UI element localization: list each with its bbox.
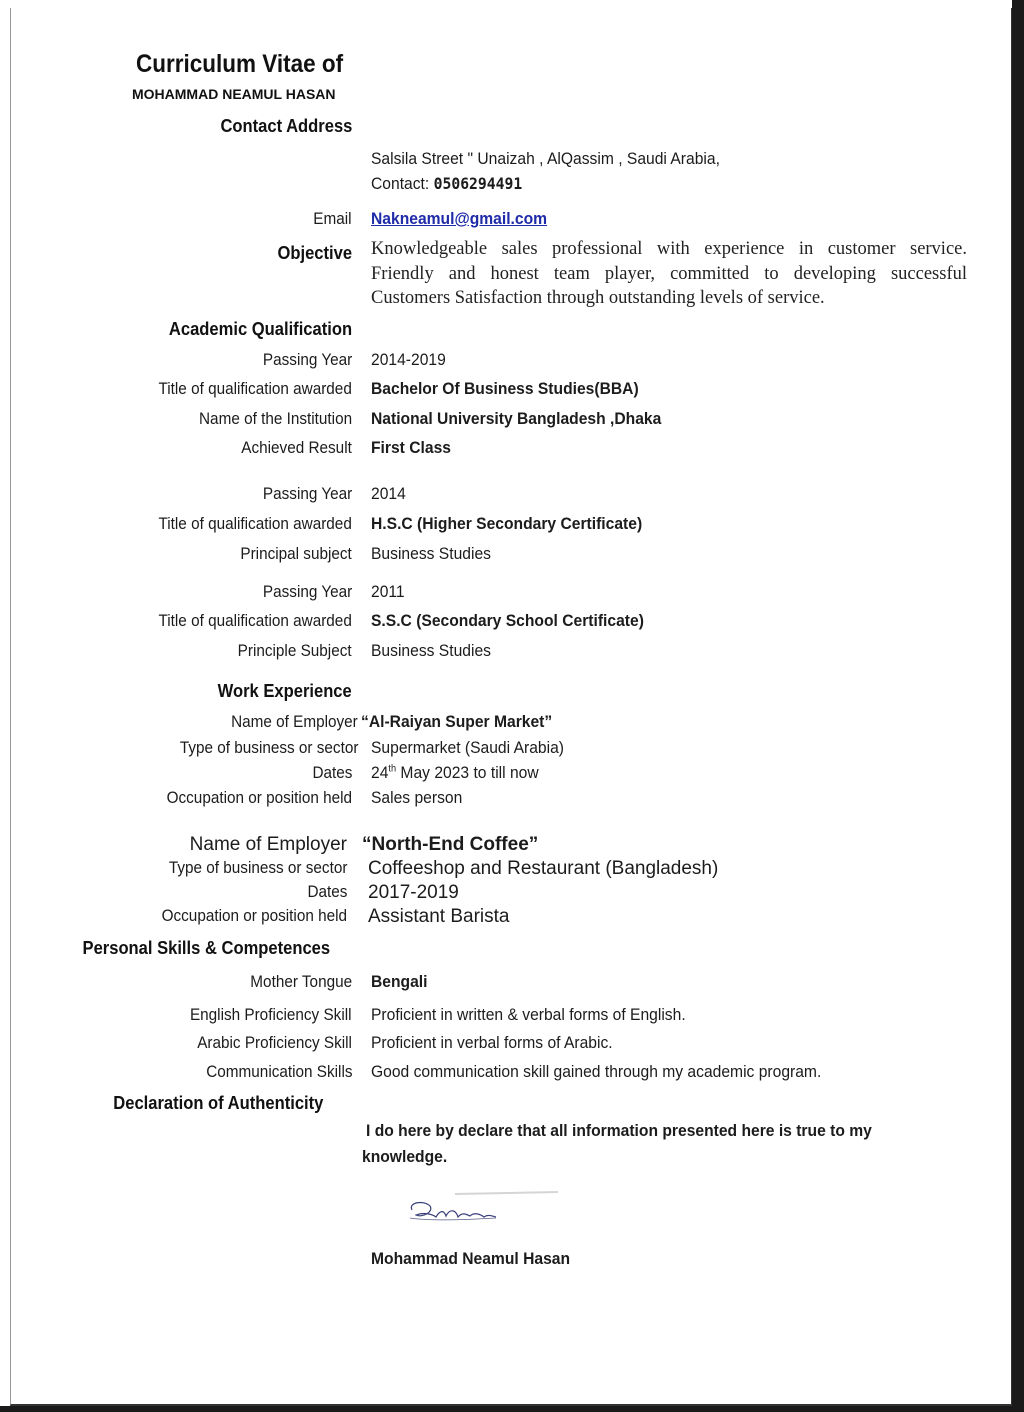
candidate-name: MOHAMMAD NEAMUL HASAN xyxy=(132,86,336,102)
employer-label: Name of Employer xyxy=(189,834,347,855)
passing-year-label: Passing Year xyxy=(262,350,352,369)
skills-heading: Personal Skills & Competences xyxy=(82,938,330,958)
position-value: Assistant Barista xyxy=(368,906,510,927)
qualification-title-value: Bachelor Of Business Studies(BBA) xyxy=(371,379,639,398)
email-label: Email xyxy=(313,209,352,228)
position-value: Sales person xyxy=(371,788,463,807)
objective-text xyxy=(371,237,967,311)
work-heading: Work Experience xyxy=(217,681,352,701)
contact-label: Contact: xyxy=(371,174,430,193)
declaration-line: knowledge. xyxy=(362,1147,448,1166)
employer-value: “Al-Raiyan Super Market” xyxy=(361,712,553,731)
subject-label: Principle Subject xyxy=(238,641,352,660)
cv-title: Curriculum Vitae of xyxy=(136,50,344,78)
scan-edge-bottom xyxy=(0,1406,1024,1412)
declaration-heading: Declaration of Authenticity xyxy=(112,1093,323,1113)
passing-year-label: Passing Year xyxy=(262,582,352,601)
address-value: Salsila Street " Unaizah , AlQassim , Saudi Arabia, xyxy=(371,149,720,168)
position-label: Occupation or position held xyxy=(166,788,352,807)
objective-line: Knowledgeable sales professional with experience in customer service. xyxy=(371,239,967,259)
signer-name: Mohammad Neamul Hasan xyxy=(371,1249,571,1268)
communication-skill-label: Communication Skills xyxy=(205,1062,352,1081)
english-skill-label: English Proficiency Skill xyxy=(190,1005,352,1024)
mother-tongue-value: Bengali xyxy=(371,972,428,991)
qualification-title-value: S.S.C (Secondary School Certificate) xyxy=(371,611,644,630)
arabic-skill-value: Proficient in verbal forms of Arabic. xyxy=(371,1033,613,1052)
scan-edge-right xyxy=(1012,0,1024,1412)
english-skill-value: Proficient in written & verbal forms of English. xyxy=(371,1005,686,1024)
passing-year-value: 2011 xyxy=(371,582,405,601)
institution-value: National University Bangladesh ,Dhaka xyxy=(371,409,662,428)
business-type-value: Coffeeshop and Restaurant (Bangladesh) xyxy=(368,858,719,879)
qualification-title-label: Title of qualification awarded xyxy=(158,514,352,533)
employer-label: Name of Employer xyxy=(231,712,358,731)
institution-label: Name of the Institution xyxy=(198,409,352,428)
email-line xyxy=(371,209,547,229)
signature-image xyxy=(400,1188,565,1232)
objective-heading: Objective xyxy=(277,243,352,263)
mother-tongue-label: Mother Tongue xyxy=(250,972,352,991)
position-label: Occupation or position held xyxy=(161,906,347,925)
passing-year-value: 2014-2019 xyxy=(371,350,446,369)
dates-value xyxy=(371,763,539,783)
contact-heading: Contact Address xyxy=(220,116,352,136)
business-type-label: Type of business or sector xyxy=(168,858,347,877)
employer-value: “North-End Coffee” xyxy=(362,834,539,855)
business-type-label: Type of business or sector xyxy=(179,738,358,757)
business-type-value: Supermarket (Saudi Arabia) xyxy=(371,738,564,757)
subject-value: Business Studies xyxy=(371,641,491,660)
passing-year-value: 2014 xyxy=(371,484,406,503)
academic-heading: Academic Qualification xyxy=(168,319,352,339)
dates-day: 24 xyxy=(371,763,389,782)
passing-year-label: Passing Year xyxy=(262,484,352,503)
subject-value: Business Studies xyxy=(371,544,491,563)
qualification-title-label: Title of qualification awarded xyxy=(158,379,352,398)
declaration-line: I do here by declare that all information presented here is true to my xyxy=(366,1121,872,1140)
qualification-title-label: Title of qualification awarded xyxy=(158,611,352,630)
dates-rest: May 2023 to till now xyxy=(396,763,539,782)
arabic-skill-label: Arabic Proficiency Skill xyxy=(197,1033,352,1052)
email-link[interactable]: Nakneamul@gmail.com xyxy=(371,209,548,228)
qualification-title-value: H.S.C (Higher Secondary Certificate) xyxy=(371,514,643,533)
phone-value: 0506294491 xyxy=(433,174,523,193)
objective-line: Friendly and honest team player, committed to developing successful xyxy=(371,263,967,284)
dates-suffix: th xyxy=(388,763,397,775)
communication-skill-value: Good communication skill gained through my academic program. xyxy=(371,1062,822,1081)
dates-label: Dates xyxy=(307,882,347,901)
result-label: Achieved Result xyxy=(241,438,352,457)
objective-line: Customers Satisfaction through outstanding levels of service. xyxy=(371,288,825,308)
contact-line xyxy=(371,174,522,194)
dates-label: Dates xyxy=(312,763,352,782)
subject-label: Principal subject xyxy=(240,544,352,563)
dates-value: 2017-2019 xyxy=(368,882,459,903)
result-value: First Class xyxy=(371,438,451,457)
